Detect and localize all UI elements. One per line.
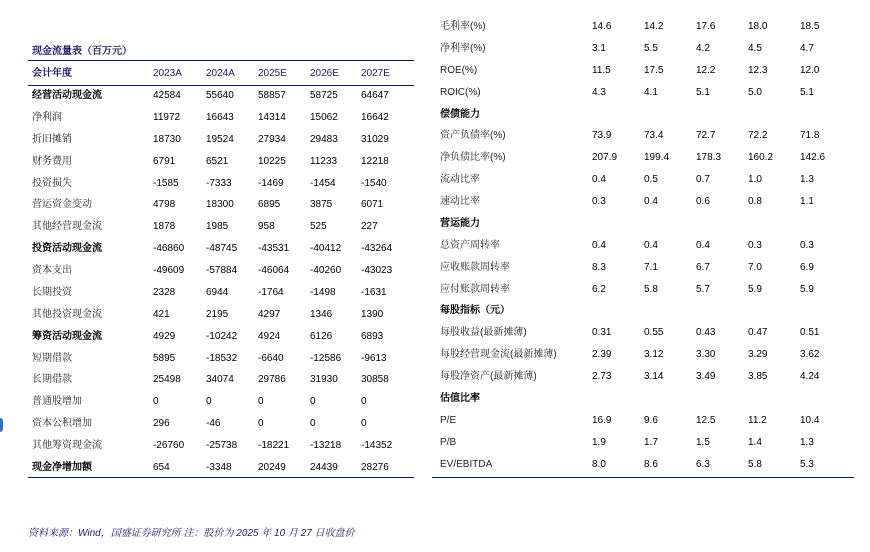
row-value: 0 (258, 418, 264, 430)
row-value: 0.3 (748, 239, 762, 251)
row-value: 31029 (361, 133, 389, 145)
row-value: 1346 (310, 308, 333, 320)
row-value: 2026E (310, 68, 339, 79)
row-label: 其他投资现金流 (32, 308, 102, 320)
row-value: -9613 (361, 352, 387, 364)
row-value: -18532 (206, 352, 238, 364)
row-value: 9.6 (644, 414, 658, 426)
row-value: -3348 (206, 461, 232, 473)
row-label: 资本支出 (32, 265, 72, 277)
row-label: 其他筹资现金流 (32, 440, 102, 452)
row-label: 折旧摊销 (32, 133, 72, 145)
row-value: 14.6 (592, 21, 612, 32)
row-value: 2023A (153, 68, 182, 79)
row-label: 净利率(%) (440, 42, 486, 54)
row-label: 短期借款 (32, 352, 72, 364)
row-value: -13218 (310, 440, 342, 452)
row-label: 筹资活动现金流 (32, 330, 102, 342)
row-value: 3.29 (748, 349, 768, 361)
row-value: -46 (206, 418, 221, 430)
row-value: -49609 (153, 265, 185, 277)
cash-flow-title: 现金流量表（百万元） (32, 46, 132, 57)
row-value: -1498 (310, 286, 336, 298)
row-label: 经营活动现金流 (32, 90, 102, 101)
row-value: 0.51 (800, 327, 820, 339)
row-value: 18300 (206, 199, 234, 211)
row-value: 30858 (361, 374, 389, 386)
row-value: 19524 (206, 133, 234, 145)
row-value: -12586 (310, 352, 342, 364)
row-value: 18730 (153, 133, 181, 145)
row-value: -48745 (206, 243, 238, 255)
row-value: 14314 (258, 111, 286, 123)
row-value: 2027E (361, 68, 390, 79)
row-value: 0 (258, 396, 264, 408)
row-value: -1469 (258, 177, 284, 189)
row-value: -6640 (258, 352, 284, 364)
row-label: 总资产周转率 (440, 239, 500, 251)
row-value: 1.3 (800, 174, 814, 186)
row-value: 6.7 (696, 261, 710, 273)
row-value: 0 (310, 396, 316, 408)
row-value: 8.0 (592, 458, 606, 470)
row-value: 4929 (153, 330, 176, 342)
row-label: 净负债比率(%) (440, 152, 506, 164)
row-value: 3875 (310, 199, 333, 211)
row-value: 1878 (153, 221, 176, 233)
row-label: 每股经营现金流(最新摊薄) (440, 349, 557, 361)
row-value: 8.3 (592, 261, 606, 273)
row-value: 29786 (258, 374, 286, 386)
row-value: 20249 (258, 461, 286, 473)
row-value: -46860 (153, 243, 185, 255)
row-label: ROIC(%) (440, 86, 481, 98)
row-value: -14352 (361, 440, 393, 452)
row-value: 5.0 (748, 86, 762, 98)
row-value: 0.4 (696, 239, 710, 251)
row-label: 现金净增加额 (32, 461, 92, 473)
row-label: 资本公积增加 (32, 418, 92, 430)
row-value: 3.14 (644, 371, 664, 383)
row-label: 速动比率 (440, 196, 480, 208)
row-value: 4.24 (800, 371, 820, 383)
row-value: 178.3 (696, 152, 722, 164)
row-value: 2328 (153, 286, 176, 298)
row-value: 12218 (361, 155, 389, 167)
row-value: 4297 (258, 308, 281, 320)
row-value: -1540 (361, 177, 387, 189)
row-value: 2.73 (592, 371, 612, 383)
row-label: P/E (440, 414, 457, 426)
row-value: 0.4 (644, 196, 658, 208)
row-value: 55640 (206, 90, 234, 101)
row-value: 1.9 (592, 436, 606, 448)
row-value: 3.85 (748, 371, 768, 383)
row-value: 27934 (258, 133, 286, 145)
row-value: 1390 (361, 308, 384, 320)
row-value: 24439 (310, 461, 338, 473)
row-value: -1631 (361, 286, 387, 298)
row-value: -40412 (310, 243, 342, 255)
row-value: 72.2 (748, 130, 768, 142)
row-value: 5.1 (696, 86, 710, 98)
row-label: 营运能力 (440, 217, 480, 229)
row-value: 11233 (310, 155, 338, 167)
row-value: 16.9 (592, 414, 612, 426)
row-value: 6071 (361, 199, 384, 211)
row-value: 4924 (258, 330, 281, 342)
row-value: -18221 (258, 440, 290, 452)
row-value: 1.5 (696, 436, 710, 448)
row-value: 296 (153, 418, 170, 430)
row-value: 6.9 (800, 261, 814, 273)
row-value: 1.7 (644, 436, 658, 448)
row-value: 34074 (206, 374, 234, 386)
row-value: 12.3 (748, 64, 768, 76)
row-value: 5.9 (800, 283, 814, 295)
row-value: 5.9 (748, 283, 762, 295)
row-value: 5895 (153, 352, 176, 364)
row-value: 5.7 (696, 283, 710, 295)
row-value: -1454 (310, 177, 336, 189)
row-label: 应收账款周转率 (440, 261, 510, 273)
row-value: 0.5 (644, 174, 658, 186)
row-label: 估值比率 (440, 392, 480, 404)
row-value: 2024A (206, 68, 235, 79)
row-value: 0.3 (800, 239, 814, 251)
row-value: 0 (361, 396, 367, 408)
row-value: 64647 (361, 90, 389, 101)
row-value: -26760 (153, 440, 185, 452)
row-value: 11972 (153, 111, 181, 123)
row-value: 6.2 (592, 283, 606, 295)
row-value: 18.5 (800, 21, 820, 32)
row-value: 0.43 (696, 327, 716, 339)
row-value: -43531 (258, 243, 290, 255)
row-value: -40260 (310, 265, 342, 277)
row-value: 0.47 (748, 327, 768, 339)
row-label: ROE(%) (440, 64, 478, 76)
row-value: 3.62 (800, 349, 820, 361)
row-value: 3.49 (696, 371, 716, 383)
row-value: 73.9 (592, 130, 612, 142)
row-value: 142.6 (800, 152, 826, 164)
row-value: 5.1 (800, 86, 814, 98)
row-value: 0 (206, 396, 212, 408)
row-value: 11.5 (592, 64, 611, 76)
row-value: 16642 (361, 111, 389, 123)
source-note: 资料来源：Wind，国盛证券研究所 注：股价为 2025 年 10 月 27 日收盘价 (28, 528, 355, 539)
row-value: 58857 (258, 90, 286, 101)
row-value: 6895 (258, 199, 281, 211)
row-label: 营运资金变动 (32, 199, 92, 211)
row-value: 6893 (361, 330, 384, 342)
row-value: 6126 (310, 330, 333, 342)
row-value: 11.2 (748, 414, 767, 426)
row-value: -43023 (361, 265, 393, 277)
row-label: 净利润 (32, 111, 62, 123)
row-value: 4.5 (748, 42, 762, 54)
row-value: 160.2 (748, 152, 774, 164)
row-value: 0.4 (592, 239, 606, 251)
row-value: 3.12 (644, 349, 664, 361)
row-value: 207.9 (592, 152, 618, 164)
row-label: 每股指标（元） (440, 305, 510, 317)
row-value: 525 (310, 221, 327, 233)
row-label: 长期投资 (32, 286, 72, 298)
row-value: 10225 (258, 155, 286, 167)
row-value: 12.5 (696, 414, 716, 426)
ratio-table-bottom-rule (432, 477, 854, 478)
row-value: 5.3 (800, 458, 814, 470)
row-value: 0 (361, 418, 367, 430)
row-value: 0.4 (592, 174, 606, 186)
row-value: 14.2 (644, 21, 664, 32)
row-value: 1.3 (800, 436, 814, 448)
row-value: 5.8 (644, 283, 658, 295)
row-value: 1.1 (800, 196, 814, 208)
row-value: 7.1 (644, 261, 658, 273)
row-label: EV/EBITDA (440, 458, 493, 470)
row-value: 6791 (153, 155, 176, 167)
row-value: 2025E (258, 68, 287, 79)
row-value: -43264 (361, 243, 393, 255)
row-label: 长期借款 (32, 374, 72, 386)
scroll-edge-marker[interactable] (0, 418, 3, 432)
row-value: 0.7 (696, 174, 710, 186)
row-label: 会计年度 (32, 68, 72, 79)
title-underline (28, 60, 414, 61)
row-value: 25498 (153, 374, 181, 386)
row-label: 投资损失 (32, 177, 72, 189)
row-value: 0.55 (644, 327, 664, 339)
row-value: 71.8 (800, 130, 820, 142)
row-value: 654 (153, 461, 170, 473)
row-label: 流动比率 (440, 174, 480, 186)
row-value: 4.3 (592, 86, 606, 98)
row-value: 958 (258, 221, 275, 233)
row-value: 42584 (153, 90, 181, 101)
row-value: 4798 (153, 199, 176, 211)
row-value: -7333 (206, 177, 232, 189)
row-value: 72.7 (696, 130, 716, 142)
row-value: 73.4 (644, 130, 664, 142)
row-value: 29483 (310, 133, 338, 145)
row-value: 15062 (310, 111, 338, 123)
row-value: 1.0 (748, 174, 762, 186)
row-value: 4.2 (696, 42, 710, 54)
row-value: 5.5 (644, 42, 658, 54)
row-value: 5.8 (748, 458, 762, 470)
row-value: 6521 (206, 155, 229, 167)
row-value: 6944 (206, 286, 229, 298)
row-value: 227 (361, 221, 378, 233)
row-label: 普通股增加 (32, 396, 82, 408)
row-value: 0.4 (644, 239, 658, 251)
row-value: 17.6 (696, 21, 716, 32)
row-label: 其他经营现金流 (32, 221, 102, 233)
row-value: 3.1 (592, 42, 606, 54)
row-label: 毛利率(%) (440, 21, 486, 32)
row-value: 4.1 (644, 86, 658, 98)
row-label: 应付账款周转率 (440, 283, 510, 295)
row-label: 偿债能力 (440, 108, 480, 120)
row-value: 1.4 (748, 436, 762, 448)
row-value: 199.4 (644, 152, 670, 164)
row-value: 0.31 (592, 327, 612, 339)
row-label: P/B (440, 436, 457, 448)
row-value: 2195 (206, 308, 229, 320)
row-value: -25738 (206, 440, 238, 452)
row-value: -10242 (206, 330, 238, 342)
row-value: 18.0 (748, 21, 768, 32)
row-value: 0.8 (748, 196, 762, 208)
row-value: -57884 (206, 265, 238, 277)
row-value: 0 (310, 418, 316, 430)
row-value: 7.0 (748, 261, 762, 273)
row-value: 421 (153, 308, 170, 320)
row-label: 财务费用 (32, 155, 72, 167)
row-label: 每股收益(最新摊薄) (440, 327, 527, 339)
row-value: -1585 (153, 177, 179, 189)
row-value: 12.2 (696, 64, 716, 76)
row-value: 2.39 (592, 349, 612, 361)
row-value: 12.0 (800, 64, 820, 76)
row-value: 4.7 (800, 42, 814, 54)
row-label: 资产负债率(%) (440, 130, 506, 142)
row-value: 8.6 (644, 458, 658, 470)
row-value: -1764 (258, 286, 284, 298)
cash-flow-table-bottom-rule (28, 477, 414, 478)
row-value: 10.4 (800, 414, 820, 426)
row-value: 58725 (310, 90, 338, 101)
row-value: 3.30 (696, 349, 716, 361)
row-value: 0.6 (696, 196, 710, 208)
row-value: 1985 (206, 221, 229, 233)
row-value: 16643 (206, 111, 234, 123)
row-value: -46064 (258, 265, 290, 277)
row-value: 28276 (361, 461, 389, 473)
row-value: 17.5 (644, 64, 664, 76)
row-label: 每股净资产(最新摊薄) (440, 371, 537, 383)
row-label: 投资活动现金流 (32, 243, 102, 255)
row-value: 0 (153, 396, 159, 408)
row-value: 0.3 (592, 196, 606, 208)
row-value: 6.3 (696, 458, 710, 470)
row-value: 31930 (310, 374, 338, 386)
